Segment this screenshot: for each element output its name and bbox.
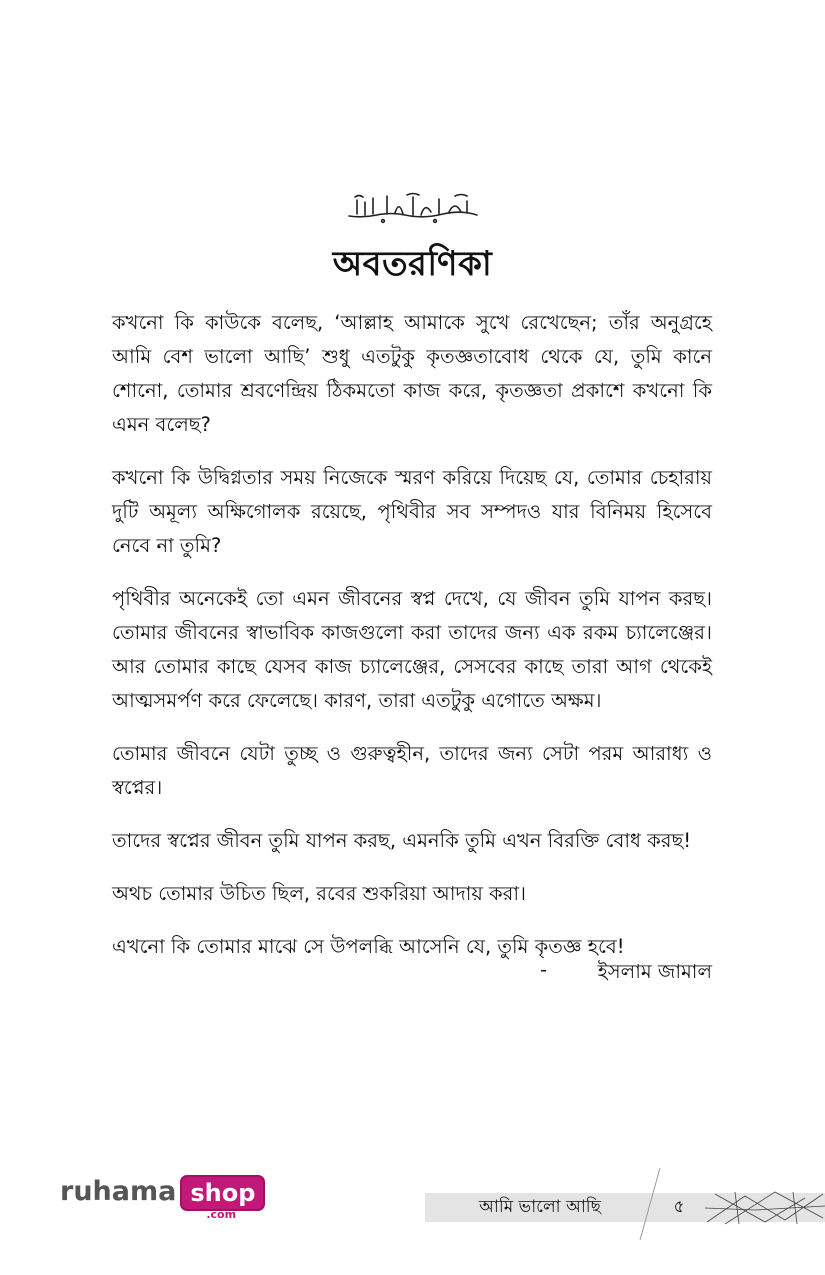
logo-text-shop: shop — [180, 1175, 265, 1211]
author-name: ইসলাম জামাল — [597, 960, 712, 983]
paragraph-6: অথচ তোমার উচিত ছিল, রবের শুকরিয়া আদায় করা। — [112, 882, 527, 905]
logo-text-ruhama: ruhama — [60, 1176, 177, 1207]
paragraph-4: তোমার জীবনে যেটা তুচ্ছ ও গুরুত্বহীন, তাদের জন্য সেটা পরম আরাধ্য ও স্বপ্নের। — [112, 742, 712, 799]
footer-lines-icon — [705, 1190, 825, 1226]
signature — [540, 958, 712, 990]
paragraph-1: কখনো কি কাউকে বলেছ, ‘আল্লাহ আমাকে সুখে রেখেছেন; তাঁর অনুগ্রহে আমি বেশ ভালো আছি’ শুধু এতটুকু কৃতজ্ঞতাবোধ থেকে যে, তুমি কানে শোনো, তোমার শ্রবণেন্দ্রিয় ঠিকমতো কাজ করে, কৃতজ্ঞতা প্রকাশে কখনো কি এমন বলেছ? — [112, 311, 712, 436]
logo-text-domain: .com — [206, 1208, 237, 1221]
bismillah-calligraphy-svg — [343, 188, 483, 228]
intro-body — [112, 306, 712, 983]
paragraph-3: পৃথিবীর অনেকেই তো এমন জীবনের স্বপ্ন দেখে, যে জীবন তুমি যাপন করছ। তোমার জীবনের স্বাভাবিক কাজগুলো করা তাদের জন্য এক রকম চ্যালেঞ্জের। আর তোমার কাছে যেসব কাজ চ্যালেঞ্জের, সেসবের কাছে তারা আগ থেকেই আত্মসমর্পণ করে ফেলেছে। কারণ, তারা এতটুকু এগোতে অক্ষম। — [112, 587, 712, 712]
signature-dash: - — [540, 958, 548, 981]
page-title: অবতরণিকা — [332, 244, 493, 284]
publisher-logo — [60, 1175, 265, 1221]
bismillah-calligraphy-icon — [0, 188, 825, 228]
paragraph-7: এখনো কি তোমার মাঝে সে উপলব্ধি আসেনি যে, তুমি কৃতজ্ঞ হবে! — [112, 935, 625, 958]
paragraph-5: তাদের স্বপ্নের জীবন তুমি যাপন করছ, এমনকি তুমি এখন বিরক্তি বোধ করছ! — [112, 829, 692, 852]
paragraph-2: কখনো কি উদ্বিগ্নতার সময় নিজেকে স্মরণ করিয়ে দিয়েছ যে, তোমার চেহারায় দুটি অমূল্য অক্ষিগোলক রয়েছে, পৃথিবীর সব সম্পদও যার বিনিময় হিসেবে নেবে না তুমি? — [112, 466, 712, 557]
logo-shop-wrap — [180, 1175, 265, 1221]
page-number: ৫ — [673, 1197, 685, 1217]
footer-book-title: আমি ভালো আছি — [479, 1197, 601, 1217]
